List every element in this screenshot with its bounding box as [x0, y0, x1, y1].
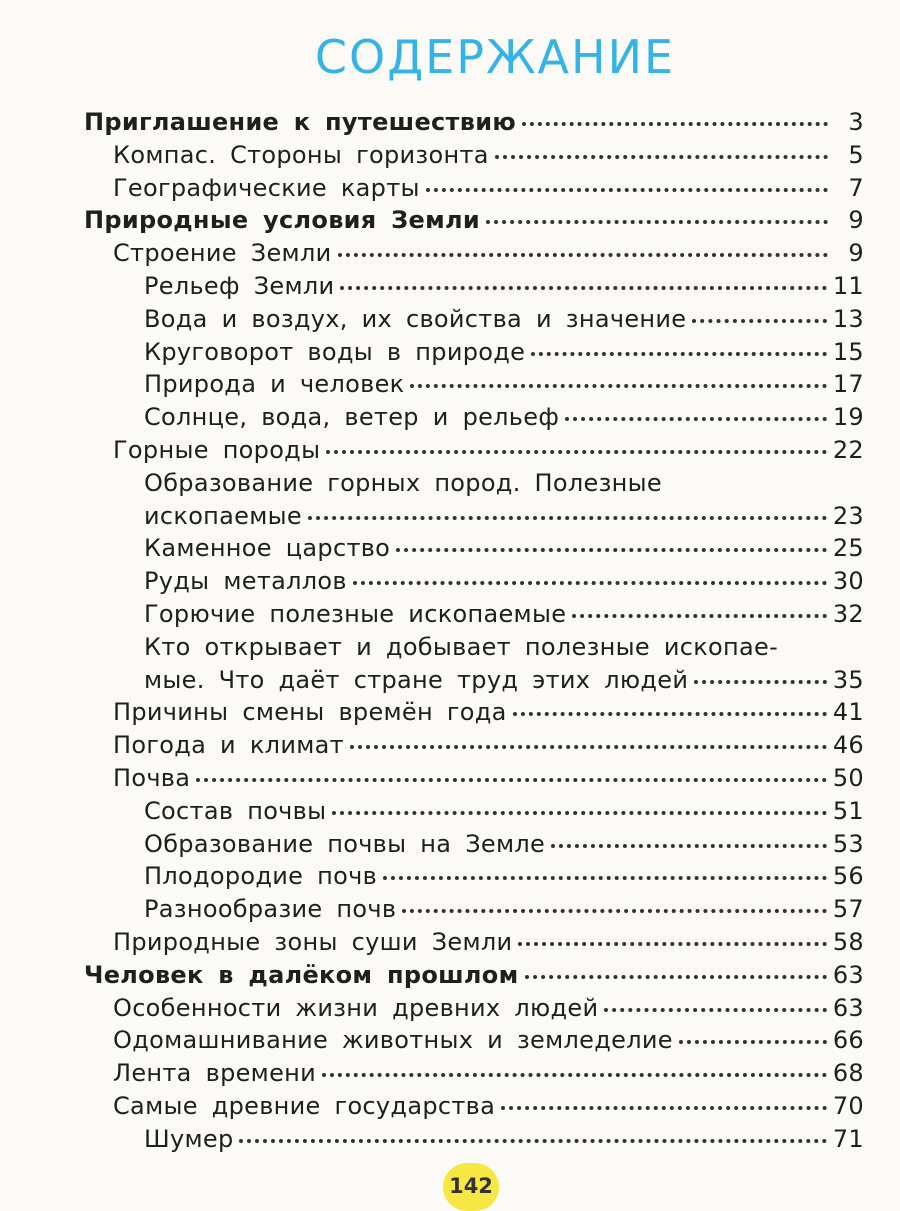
toc-entry[interactable] — [84, 795, 864, 828]
table-of-contents — [84, 106, 864, 1156]
toc-entry-page: 32 — [832, 599, 864, 628]
toc-entry-page: 46 — [832, 731, 864, 760]
toc-entry-title-line1: Образование горных пород. Полезные — [144, 468, 662, 497]
dot-leader — [383, 876, 827, 880]
toc-entry-page: 15 — [832, 337, 864, 366]
toc-entry[interactable] — [84, 729, 864, 762]
toc-entry-title: Одомашнивание животных и земледелие — [113, 1026, 673, 1055]
toc-entry-title: Компас. Стороны горизонта — [113, 140, 489, 169]
dot-leader — [551, 844, 827, 848]
dot-leader — [308, 516, 827, 520]
toc-entry[interactable] — [84, 172, 864, 205]
toc-entry-title: Особенности жизни древних людей — [113, 993, 599, 1022]
dot-leader — [495, 155, 828, 159]
toc-entry[interactable] — [84, 664, 864, 697]
toc-entry[interactable] — [84, 1057, 864, 1090]
toc-entry[interactable] — [84, 500, 864, 533]
toc-entry-title: Круговорот воды в природе — [144, 337, 526, 366]
toc-entry-title: Человек в далёком прошлом — [84, 960, 519, 989]
toc-entry[interactable] — [84, 139, 864, 172]
toc-entry-title: Погода и климат — [113, 731, 344, 760]
toc-entry-page: 68 — [832, 1059, 864, 1088]
toc-entry-page: 56 — [832, 862, 864, 891]
toc-entry-title: Строение Земли — [113, 239, 332, 268]
dot-leader — [322, 1073, 827, 1077]
toc-entry[interactable] — [84, 204, 864, 237]
dot-leader — [396, 548, 827, 552]
toc-entry[interactable] — [84, 893, 864, 926]
dot-leader — [350, 745, 827, 749]
toc-entry-title: Шумер — [144, 1124, 234, 1153]
toc-entry[interactable] — [84, 762, 864, 795]
dot-leader — [340, 286, 826, 290]
toc-entry-page: 9 — [848, 206, 864, 235]
toc-entry-page: 17 — [832, 370, 864, 399]
toc-entry-title: мые. Что даёт стране труд этих людей — [144, 665, 689, 694]
toc-entry-page: 57 — [832, 895, 864, 924]
dot-leader — [486, 220, 828, 224]
dot-leader — [326, 450, 827, 454]
toc-entry-title: Лента времени — [113, 1059, 317, 1088]
toc-entry-page: 3 — [848, 108, 864, 136]
dot-leader — [692, 319, 827, 323]
toc-entry[interactable] — [84, 434, 864, 467]
toc-entry-title: Причины смены времён года — [113, 698, 507, 727]
toc-entry-title: Приглашение к путешествию — [84, 108, 516, 136]
toc-entry-title: Горючие полезные ископаемые — [144, 599, 567, 628]
toc-entry-title: Природные зоны суши Земли — [113, 927, 513, 956]
dot-leader — [522, 122, 828, 126]
toc-entry-title: Горные породы — [113, 435, 321, 464]
toc-entry-first-line[interactable] — [84, 467, 864, 500]
toc-entry[interactable] — [84, 1123, 864, 1156]
dot-leader — [426, 188, 828, 192]
toc-entry-page: 5 — [848, 140, 864, 169]
toc-entry-page: 11 — [832, 271, 864, 300]
toc-entry-title: Почва — [113, 763, 191, 792]
toc-entry-page: 70 — [832, 1091, 864, 1120]
dot-leader — [513, 712, 827, 716]
toc-entry[interactable] — [84, 959, 864, 992]
toc-entry[interactable] — [84, 860, 864, 893]
toc-entry-page: 23 — [832, 501, 864, 530]
toc-entry-first-line[interactable] — [84, 631, 864, 664]
dot-leader — [196, 778, 827, 782]
toc-entry-title: Самые древние государства — [113, 1091, 496, 1120]
toc-entry[interactable] — [84, 401, 864, 434]
toc-entry[interactable] — [84, 106, 864, 139]
toc-entry[interactable] — [84, 598, 864, 631]
toc-entry[interactable] — [84, 828, 864, 861]
dot-leader — [518, 942, 826, 946]
dot-leader — [531, 352, 827, 356]
dot-leader — [338, 253, 828, 257]
toc-entry-page: 53 — [832, 829, 864, 858]
toc-entry-title-line1: Кто открывает и добывает полезные ископае- — [144, 632, 779, 661]
toc-entry-title: Разнообразие почв — [144, 895, 397, 924]
toc-entry-title: Каменное царство — [144, 534, 391, 563]
toc-entry-page: 63 — [832, 960, 864, 989]
toc-entry-title: Природные условия Земли — [84, 206, 480, 235]
dot-leader — [525, 975, 827, 979]
dot-leader — [410, 384, 826, 388]
page-number-badge: 142 — [443, 1163, 499, 1211]
toc-entry[interactable] — [84, 336, 864, 369]
toc-entry[interactable] — [84, 270, 864, 303]
toc-entry-title: Природа и человек — [144, 370, 405, 399]
dot-leader — [402, 909, 827, 913]
dot-leader — [679, 1040, 827, 1044]
toc-entry[interactable] — [84, 565, 864, 598]
toc-entry[interactable] — [84, 1090, 864, 1123]
toc-entry[interactable] — [84, 992, 864, 1025]
toc-entry-page: 25 — [832, 534, 864, 563]
toc-entry-page: 58 — [832, 927, 864, 956]
dot-leader — [604, 1008, 826, 1012]
toc-entry[interactable] — [84, 532, 864, 565]
toc-entry-title: Солнце, вода, ветер и рельеф — [144, 403, 560, 432]
toc-entry-page: 41 — [832, 698, 864, 727]
dot-leader — [565, 417, 827, 421]
toc-entry[interactable] — [84, 303, 864, 336]
toc-entry[interactable] — [84, 696, 864, 729]
toc-entry-page: 13 — [832, 304, 864, 333]
page-title: СОДЕРЖАНИЕ — [314, 30, 676, 84]
dot-leader — [332, 811, 827, 815]
toc-entry-page: 9 — [848, 239, 864, 268]
toc-entry[interactable] — [84, 926, 864, 959]
toc-entry-title: Плодородие почв — [144, 862, 378, 891]
toc-entry[interactable] — [84, 1024, 864, 1057]
toc-entry-title: Образование почвы на Земле — [144, 829, 546, 858]
toc-entry[interactable] — [84, 368, 864, 401]
toc-entry-title: Состав почвы — [144, 796, 327, 825]
toc-entry-page: 35 — [832, 665, 864, 694]
dot-leader — [572, 614, 827, 618]
toc-entry-title: Рельеф Земли — [144, 271, 335, 300]
toc-entry-page: 71 — [832, 1124, 864, 1153]
dot-leader — [501, 1106, 827, 1110]
toc-entry-page: 66 — [832, 1026, 864, 1055]
toc-entry-page: 63 — [832, 993, 864, 1022]
toc-entry-title: Географические карты — [113, 173, 420, 202]
toc-entry-title: Вода и воздух, их свойства и значение — [144, 304, 687, 333]
dot-leader — [353, 581, 827, 585]
toc-entry-page: 19 — [832, 403, 864, 432]
toc-entry-title: ископаемые — [144, 501, 302, 530]
toc-entry[interactable] — [84, 237, 864, 270]
toc-entry-page: 22 — [832, 435, 864, 464]
toc-entry-page: 7 — [848, 173, 864, 202]
dot-leader — [694, 680, 827, 684]
toc-entry-page: 30 — [832, 567, 864, 596]
toc-entry-page: 50 — [832, 763, 864, 792]
dot-leader — [239, 1139, 826, 1143]
toc-entry-title: Руды металлов — [144, 567, 347, 596]
toc-entry-page: 51 — [832, 796, 864, 825]
